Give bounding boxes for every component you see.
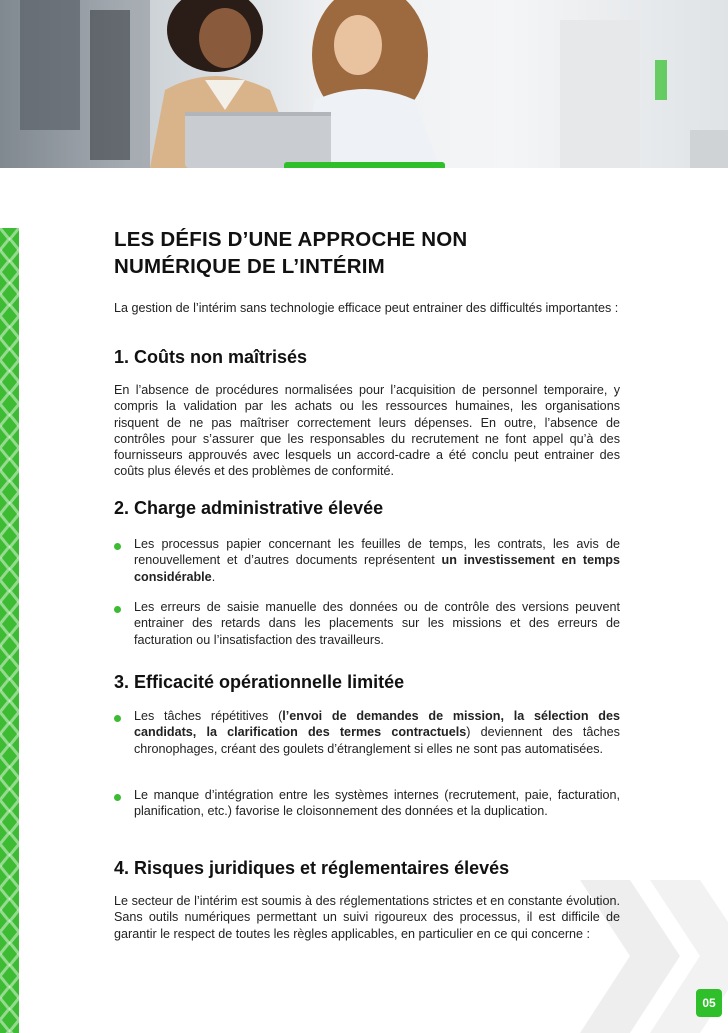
page-number-badge: 05 — [696, 989, 722, 1017]
page-title-line-2: NUMÉRIQUE DE L’INTÉRIM — [114, 255, 385, 278]
section-1-paragraph: En l’absence de procédures normalisées pour l’acquisition de personnel temporaire, y compris la validation par les achats ou les ressources humaines, les organisations risquent de ne pas maîtriser correctement leurs dépenses. En outre, l’absence de contrôles pour s’assurer que les responsables du recrutement ne font appel qu’à des fournisseurs approuvés avec lesquels un accord-cadre a été conclu peut entrainer des coûts plus élevés et des problèmes de conformité. — [114, 383, 620, 479]
section-2-heading: 2. Charge administrative élevée — [114, 498, 384, 518]
section-4-paragraph: Le secteur de l’intérim est soumis à des réglementations strictes et en constante évolution. Sans outils numériques permettant un suivi rigoureux des processus, il est difficile de garantir le respect de toutes les règles applicables, en particulier en ce qui concerne : — [114, 894, 620, 941]
section-1-heading: 1. Coûts non maîtrisés — [114, 347, 308, 367]
page-title — [114, 226, 634, 280]
list-item — [114, 599, 620, 648]
list-item-text: Les processus papier concernant les feuilles de temps, les contrats, les avis de renouvellement et d’autres documents représentent un investissement en temps considérable. — [134, 537, 621, 584]
intro-paragraph: La gestion de l’intérim sans technologie efficace peut entrainer des difficultés importantes : — [114, 301, 619, 315]
list-item — [114, 536, 620, 585]
list-item — [114, 787, 620, 820]
list-item — [114, 708, 620, 757]
bullet-dot-icon — [114, 715, 121, 722]
list-item-text: Les erreurs de saisie manuelle des données ou de contrôle des versions peuvent entrainer des retards dans les placements sur les missions et des erreurs de facturation ou l’insatisfaction des travailleurs. — [134, 600, 620, 647]
hero-image — [0, 0, 728, 168]
bullet-dot-icon — [114, 794, 121, 801]
section-3-heading: 3. Efficacité opérationnelle limitée — [114, 672, 405, 692]
page-title-line-1: LES DÉFIS D’UNE APPROCHE NON — [114, 228, 468, 251]
hero-photo-illustration — [0, 0, 728, 168]
chevron-pattern — [0, 228, 19, 1033]
list-item-text: Le manque d’intégration entre les systèmes internes (recrutement, paie, facturation, planification, etc.) favorise le cloisonnement des données et la duplication. — [134, 788, 620, 819]
bullet-dot-icon — [114, 543, 121, 550]
accent-bar — [284, 162, 445, 168]
section-4-heading: 4. Risques juridiques et réglementaires élevés — [114, 858, 510, 878]
list-item-text: Les tâches répétitives (l’envoi de demandes de mission, la sélection des candidats, la clarification des termes contractuels) deviennent des tâches chronophages, créant des goulets d’étranglement si elles ne sont pas automatisées. — [134, 709, 620, 756]
side-decoration-stripe — [0, 228, 19, 1033]
bullet-dot-icon — [114, 606, 121, 613]
